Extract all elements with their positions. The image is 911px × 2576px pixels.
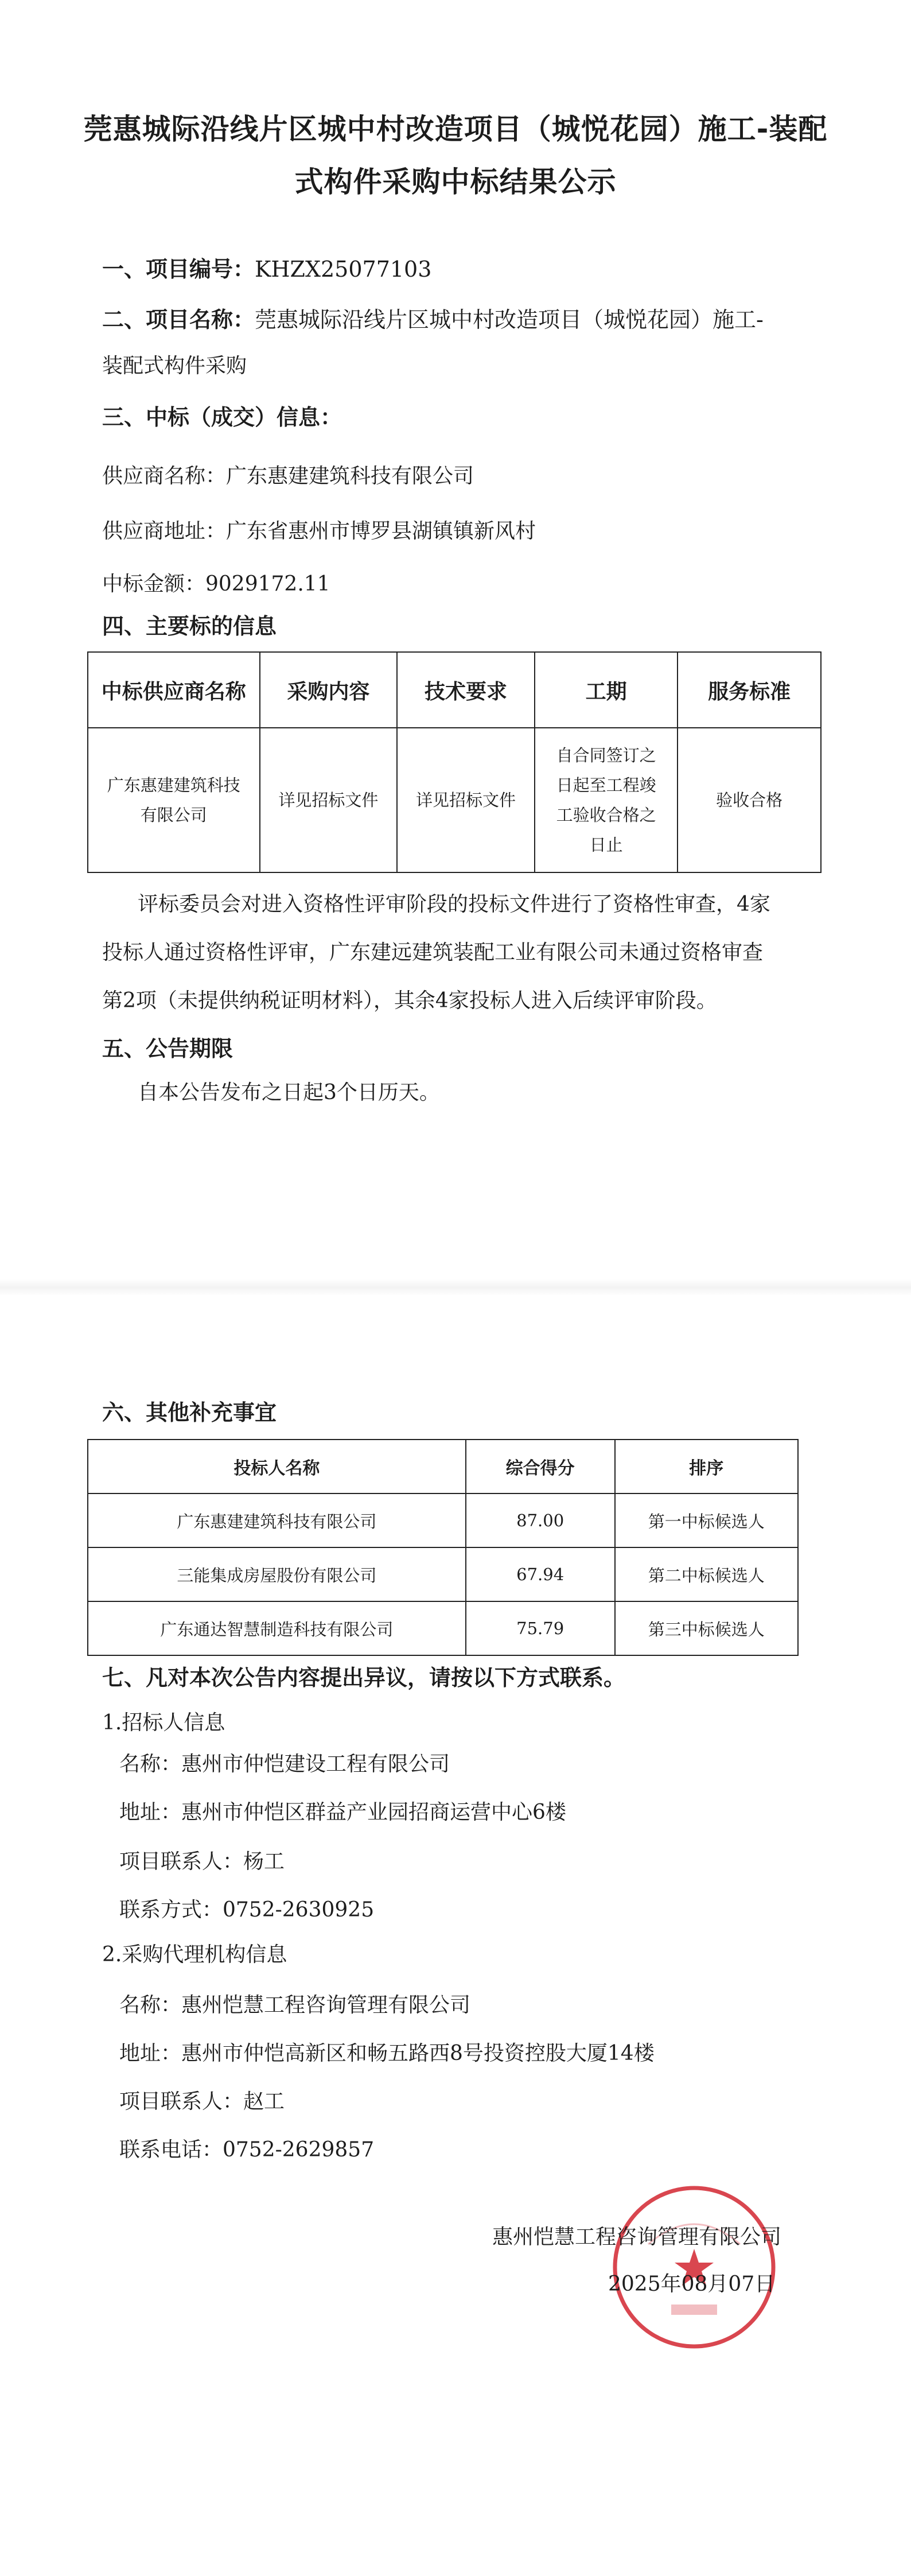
project-number-label: 一、项目编号： xyxy=(102,257,255,282)
agency-phone: 联系电话：0752-2629857 xyxy=(119,2138,375,2162)
table-header-row xyxy=(88,1440,798,1493)
cell-service: 验收合格 xyxy=(678,728,821,872)
award-info-heading: 三、中标（成交）信息： xyxy=(102,405,342,430)
bidder-rank: 第一中标候选人 xyxy=(615,1493,798,1547)
page-break xyxy=(0,1279,911,1296)
header-rank: 排序 xyxy=(615,1440,798,1493)
tenderer-phone: 联系方式：0752-2630925 xyxy=(119,1898,375,1922)
header-content: 采购内容 xyxy=(260,652,398,728)
project-name-value-line1: 莞惠城际沿线片区城中村改造项目（城悦花园）施工- xyxy=(255,307,764,332)
cell-supplier-line2: 有限公司 xyxy=(140,805,207,825)
main-subject-heading: 四、主要标的信息 xyxy=(102,614,277,639)
bidder-name: 三能集成房屋股份有限公司 xyxy=(88,1547,466,1601)
header-service: 服务标准 xyxy=(678,652,821,728)
header-bidder-name: 投标人名称 xyxy=(88,1440,466,1493)
project-name-value-line2: 装配式构件采购 xyxy=(102,354,247,378)
tenderer-address: 地址：惠州市仲恺区群益产业园招商运营中心6楼 xyxy=(119,1801,566,1824)
document-title-line2: 式构件采购中标结果公示 xyxy=(294,165,617,199)
notice-period-text: 自本公告发布之日起3个日历天。 xyxy=(138,1081,440,1104)
bidder-name: 广东通达智慧制造科技有限公司 xyxy=(88,1601,466,1655)
supplier-name: 供应商名称：广东惠建建筑科技有限公司 xyxy=(102,464,474,488)
notice-period-heading: 五、公告期限 xyxy=(102,1036,233,1061)
agency-contact: 项目联系人：赵工 xyxy=(119,2090,285,2113)
tenderer-contact: 项目联系人：杨工 xyxy=(119,1850,285,1873)
project-name-label: 二、项目名称： xyxy=(102,307,255,332)
objection-heading: 七、凡对本次公告内容提出异议，请按以下方式联系。 xyxy=(102,1665,626,1690)
signature-company: 惠州恺慧工程咨询管理有限公司 xyxy=(492,2225,782,2249)
bidder-score: 87.00 xyxy=(466,1493,615,1547)
tenderer-name: 名称：惠州市仲恺建设工程有限公司 xyxy=(119,1752,450,1776)
cell-supplier-line1: 广东惠建建筑科技 xyxy=(107,775,240,795)
tenderer-label: 1.招标人信息 xyxy=(102,1711,225,1735)
cell-period-line1: 自合同签订之 xyxy=(556,746,656,765)
project-number-value: KHZX25077103 xyxy=(255,257,432,282)
table-row xyxy=(88,1493,798,1547)
bidder-score-table xyxy=(87,1439,799,1656)
review-note-line3: 第2项（未提供纳税证明材料），其余4家投标人进入后续评审阶段。 xyxy=(102,989,717,1012)
cell-period-line3: 工验收合格之 xyxy=(556,805,656,825)
cell-supplier xyxy=(88,728,260,872)
cell-period xyxy=(535,728,678,872)
cell-period-line4: 日止 xyxy=(589,835,623,855)
table-row xyxy=(88,1547,798,1601)
main-subject-table xyxy=(87,651,822,873)
supplementary-heading: 六、其他补充事宜 xyxy=(102,1400,277,1425)
table-row xyxy=(88,1601,798,1655)
table-header-row xyxy=(88,652,821,728)
project-name xyxy=(102,309,764,331)
agency-name: 名称：惠州恺慧工程咨询管理有限公司 xyxy=(119,1993,471,2017)
header-score: 综合得分 xyxy=(466,1440,615,1493)
bidder-score: 67.94 xyxy=(466,1547,615,1601)
agency-address: 地址：惠州市仲恺高新区和畅五路西8号投资控股大厦14楼 xyxy=(119,2042,655,2065)
bidder-name: 广东惠建建筑科技有限公司 xyxy=(88,1493,466,1547)
project-number xyxy=(102,258,431,280)
document-title-line1: 莞惠城际沿线片区城中村改造项目（城悦花园）施工-装配 xyxy=(83,112,828,146)
header-period: 工期 xyxy=(535,652,678,728)
bidder-rank: 第二中标候选人 xyxy=(615,1547,798,1601)
supplier-address: 供应商地址：广东省惠州市博罗县湖镇镇新风村 xyxy=(102,519,536,543)
cell-tech: 详见招标文件 xyxy=(397,728,535,872)
signature-date: 2025年08月07日 xyxy=(608,2272,776,2296)
review-note-line2: 投标人通过资格性评审，广东建远建筑装配工业有限公司未通过资格审查 xyxy=(102,941,764,964)
award-amount: 中标金额：9029172.11 xyxy=(102,572,330,596)
agency-label: 2.采购代理机构信息 xyxy=(102,1943,287,1966)
cell-content: 详见招标文件 xyxy=(260,728,398,872)
cell-period-line2: 日起至工程竣 xyxy=(556,775,656,795)
header-tech: 技术要求 xyxy=(397,652,535,728)
table-row xyxy=(88,728,821,872)
seal-bottom-text-mark xyxy=(671,2305,717,2315)
review-note-line1: 评标委员会对进入资格性评审阶段的投标文件进行了资格性审查，4家 xyxy=(138,893,770,916)
bidder-score: 75.79 xyxy=(466,1601,615,1655)
header-supplier: 中标供应商名称 xyxy=(88,652,260,728)
company-seal xyxy=(608,2181,780,2353)
bidder-rank: 第三中标候选人 xyxy=(615,1601,798,1655)
